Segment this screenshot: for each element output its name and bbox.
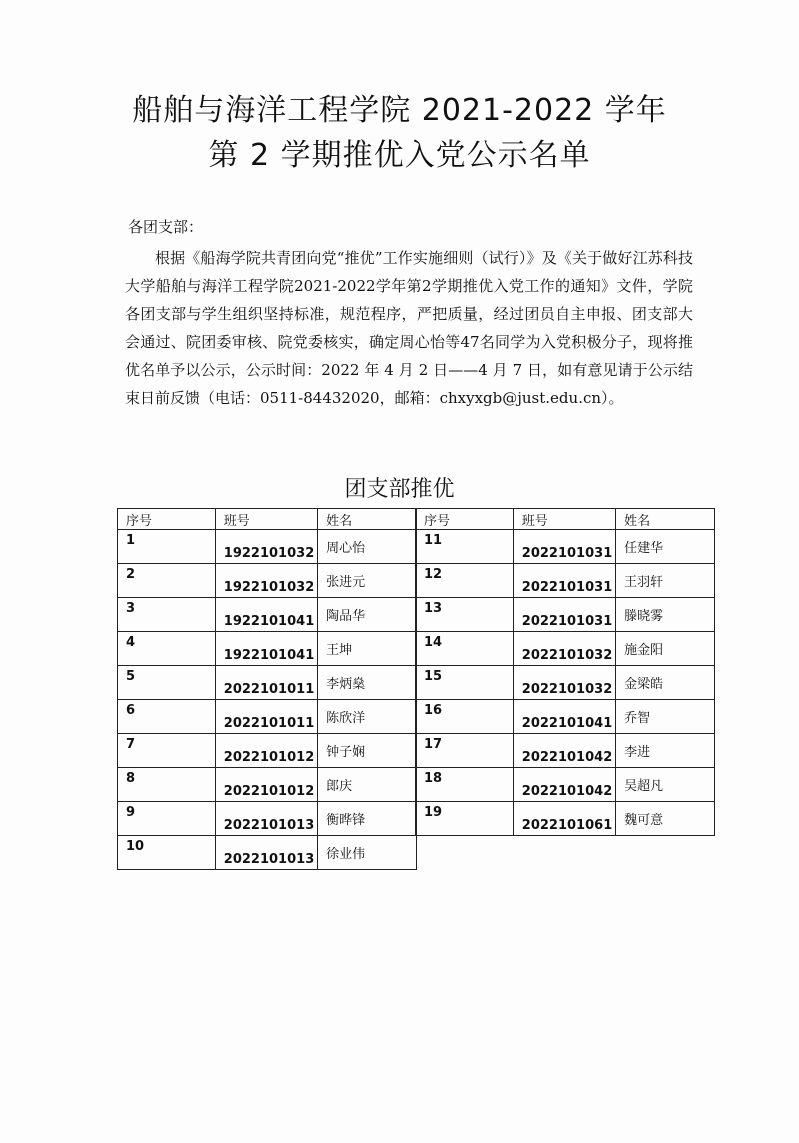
table-row xyxy=(118,734,417,768)
class-no-cell: 2022101042 xyxy=(513,768,615,802)
seq-cell: 12 xyxy=(416,564,514,598)
table-row xyxy=(118,598,417,632)
name-cell: 金梁皓 xyxy=(616,666,715,700)
seq-cell: 15 xyxy=(416,666,514,700)
name-cell: 郎庆 xyxy=(318,768,417,802)
header-seq: 序号 xyxy=(416,509,514,530)
nominee-table-left xyxy=(117,508,417,870)
table-header-row xyxy=(118,509,417,530)
class-no-cell: 2022101042 xyxy=(513,734,615,768)
table-row xyxy=(416,598,715,632)
seq-cell: 3 xyxy=(118,598,216,632)
seq-cell: 13 xyxy=(416,598,514,632)
name-cell: 张进元 xyxy=(318,564,417,598)
table-row xyxy=(416,734,715,768)
class-no-cell: 1922101032 xyxy=(215,564,317,598)
name-cell: 徐业伟 xyxy=(318,836,417,870)
table-row xyxy=(416,564,715,598)
seq-cell: 2 xyxy=(118,564,216,598)
name-cell: 吴超凡 xyxy=(616,768,715,802)
class-no-cell: 2022101013 xyxy=(215,802,317,836)
table-row xyxy=(416,768,715,802)
seq-cell: 17 xyxy=(416,734,514,768)
table-row xyxy=(118,802,417,836)
header-class-no: 班号 xyxy=(513,509,615,530)
name-cell: 李炳燊 xyxy=(318,666,417,700)
class-no-cell: 2022101031 xyxy=(513,530,615,564)
class-no-cell: 2022101011 xyxy=(215,666,317,700)
header-class-no: 班号 xyxy=(215,509,317,530)
seq-cell: 1 xyxy=(118,530,216,564)
table-body-right xyxy=(416,530,715,836)
name-cell: 周心怡 xyxy=(318,530,417,564)
table-row xyxy=(118,530,417,564)
name-cell: 滕晓雾 xyxy=(616,598,715,632)
class-no-cell: 2022101012 xyxy=(215,734,317,768)
document-title-line1: 船舶与海洋工程学院 2021-2022 学年 xyxy=(132,93,667,128)
seq-cell: 11 xyxy=(416,530,514,564)
table-row xyxy=(118,564,417,598)
class-no-cell: 2022101031 xyxy=(513,564,615,598)
table-row xyxy=(118,632,417,666)
class-no-cell: 2022101061 xyxy=(513,802,615,836)
seq-cell: 8 xyxy=(118,768,216,802)
name-cell: 施金阳 xyxy=(616,632,715,666)
table-row xyxy=(118,836,417,870)
seq-cell: 14 xyxy=(416,632,514,666)
class-no-cell: 2022101012 xyxy=(215,768,317,802)
nominee-table-right xyxy=(415,508,715,836)
seq-cell: 7 xyxy=(118,734,216,768)
header-name: 姓名 xyxy=(318,509,417,530)
seq-cell: 19 xyxy=(416,802,514,836)
addressee: 各团支部： xyxy=(128,218,204,236)
name-cell: 李进 xyxy=(616,734,715,768)
class-no-cell: 1922101032 xyxy=(215,530,317,564)
name-cell: 衡晔锋 xyxy=(318,802,417,836)
seq-cell: 6 xyxy=(118,700,216,734)
class-no-cell: 2022101032 xyxy=(513,632,615,666)
table-row xyxy=(416,802,715,836)
table-body-left xyxy=(118,530,417,870)
name-cell: 钟子娴 xyxy=(318,734,417,768)
name-cell: 王坤 xyxy=(318,632,417,666)
seq-cell: 16 xyxy=(416,700,514,734)
document-title-line2: 第 2 学期推优入党公示名单 xyxy=(208,138,591,173)
seq-cell: 4 xyxy=(118,632,216,666)
table-row xyxy=(416,530,715,564)
name-cell: 陶品华 xyxy=(318,598,417,632)
name-cell: 乔智 xyxy=(616,700,715,734)
seq-cell: 5 xyxy=(118,666,216,700)
table-row xyxy=(416,700,715,734)
class-no-cell: 2022101031 xyxy=(513,598,615,632)
seq-cell: 18 xyxy=(416,768,514,802)
name-cell: 任建华 xyxy=(616,530,715,564)
seq-cell: 10 xyxy=(118,836,216,870)
class-no-cell: 2022101041 xyxy=(513,700,615,734)
class-no-cell: 2022101032 xyxy=(513,666,615,700)
seq-cell: 9 xyxy=(118,802,216,836)
table-row xyxy=(118,768,417,802)
name-cell: 魏可意 xyxy=(616,802,715,836)
table-row xyxy=(118,700,417,734)
table-row xyxy=(416,666,715,700)
section-title: 团支部推优 xyxy=(344,477,455,502)
name-cell: 陈欣洋 xyxy=(318,700,417,734)
class-no-cell: 2022101013 xyxy=(215,836,317,870)
name-cell: 王羽轩 xyxy=(616,564,715,598)
header-name: 姓名 xyxy=(616,509,715,530)
class-no-cell: 1922101041 xyxy=(215,598,317,632)
table-header-row xyxy=(416,509,715,530)
table-row xyxy=(416,632,715,666)
header-seq: 序号 xyxy=(118,509,216,530)
class-no-cell: 1922101041 xyxy=(215,632,317,666)
table-row xyxy=(118,666,417,700)
class-no-cell: 2022101011 xyxy=(215,700,317,734)
notice-body: 根据《船海学院共青团向党“推优”工作实施细则（试行）》及《关于做好江苏科技大学船舶与海洋工程学院2021-2022学年第2学期推优入党工作的通知》文件，学院各团支部与学生组织坚持标准，规范程序，严把质量，经过团员自主申报、团支部大会通过、院团委审核、院党委核实，确定周心怡等47名同学为入党积极分子，现将推优名单予以公示，公示时间：2022 年 4 月 2 日——4 月 7 日，如有意见请于公示结束日前反馈（电话：0511-84432020，邮箱：chxyxgb@just.edu.cn）。 xyxy=(125,249,693,407)
